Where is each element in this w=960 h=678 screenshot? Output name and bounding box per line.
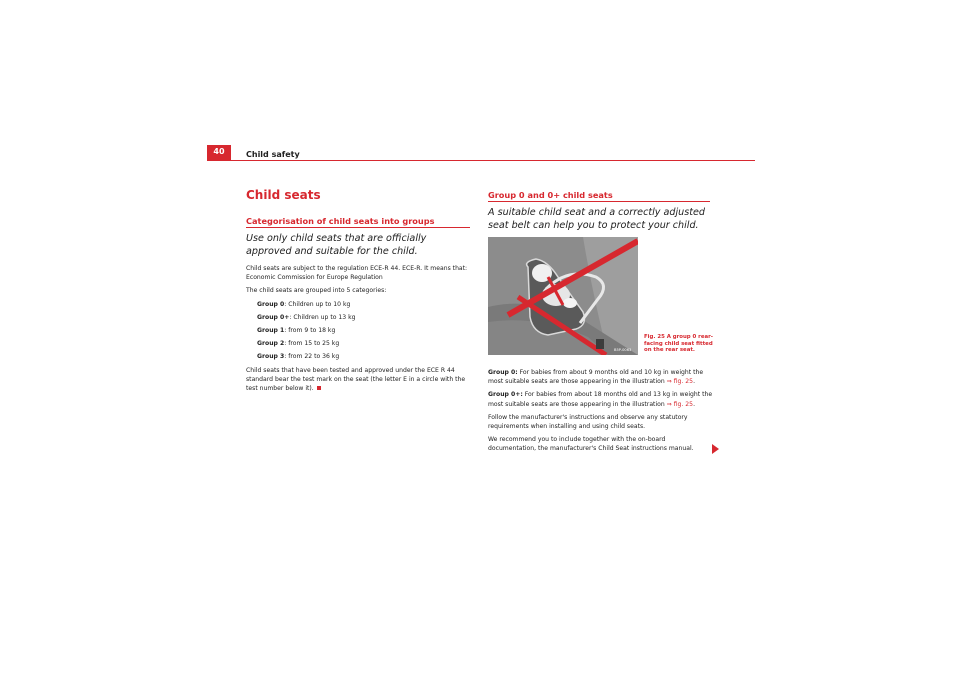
running-head: Child safety: [246, 150, 300, 159]
header-rule: [207, 160, 755, 161]
fig-25-link[interactable]: ⇒ fig. 25: [666, 378, 694, 386]
left-body: [246, 264, 472, 397]
group-0plus-paragraph: Group 0+: For babies from about 18 months old and 13 kg in weight the most suitable seats are those appearing in the illustration ⇒ fig. 25.: [488, 391, 713, 408]
right-subsection-rule: [488, 201, 710, 202]
group-item: Group 1: from 9 to 18 kg: [257, 327, 336, 335]
right-subsection-title: Group 0 and 0+ child seats: [488, 190, 613, 200]
closing-text: Child seats that have been tested and approved under the ECE R 44 standard bear the test mark on the seat (the letter E in a circle with the test number below it).: [246, 366, 466, 393]
regulation-text: Child seats are subject to the regulation ECE-R 44. ECE-R. It means that: Economic Commission for Europe Regulation: [246, 265, 468, 282]
continue-arrow-icon: [712, 444, 719, 454]
fig-25-link[interactable]: ⇒ fig. 25: [666, 400, 694, 408]
left-intro: Use only child seats that are officially approved and suitable for the child.: [246, 233, 427, 257]
group-item: Group 2: from 15 to 25 kg: [257, 340, 340, 348]
group-item: Group 3: from 22 to 36 kg: [257, 353, 340, 361]
right-body: [488, 368, 713, 458]
page-number: 40: [213, 147, 225, 156]
left-subsection-title: Categorisation of child seats into groups: [246, 216, 435, 226]
groups-intro: The child seats are grouped into 5 categories:: [246, 287, 387, 295]
child-seat-illustration: [488, 237, 638, 355]
child-seat-figure: [488, 237, 638, 355]
end-of-section-icon: [317, 386, 321, 390]
section-title: Child seats: [246, 188, 321, 202]
group-item: Group 0+: Children up to 13 kg: [257, 313, 356, 321]
recommendation-paragraph: We recommend you to include together with the on-board documentation, the manufacturer's Child Seat instructions manual.: [488, 436, 694, 453]
figure-caption: Fig. 25 A group 0 rear-facing child seat fitted on the rear seat.: [644, 334, 714, 354]
group-0-paragraph: Group 0: For babies from about 9 months old and 10 kg in weight the most suitable seats are those appearing in the illustration ⇒ fig. 25.: [488, 369, 704, 386]
left-subsection-rule: [246, 227, 470, 228]
instructions-paragraph: Follow the manufacturer's instructions and observe any statutory requirements when installing and using child seats.: [488, 413, 688, 431]
right-intro: A suitable child seat and a correctly adjusted seat belt can help you to protect your child.: [488, 207, 705, 231]
figure-code: B5P-0063: [614, 348, 632, 352]
group-item: Group 0: Children up to 10 kg: [257, 300, 351, 308]
